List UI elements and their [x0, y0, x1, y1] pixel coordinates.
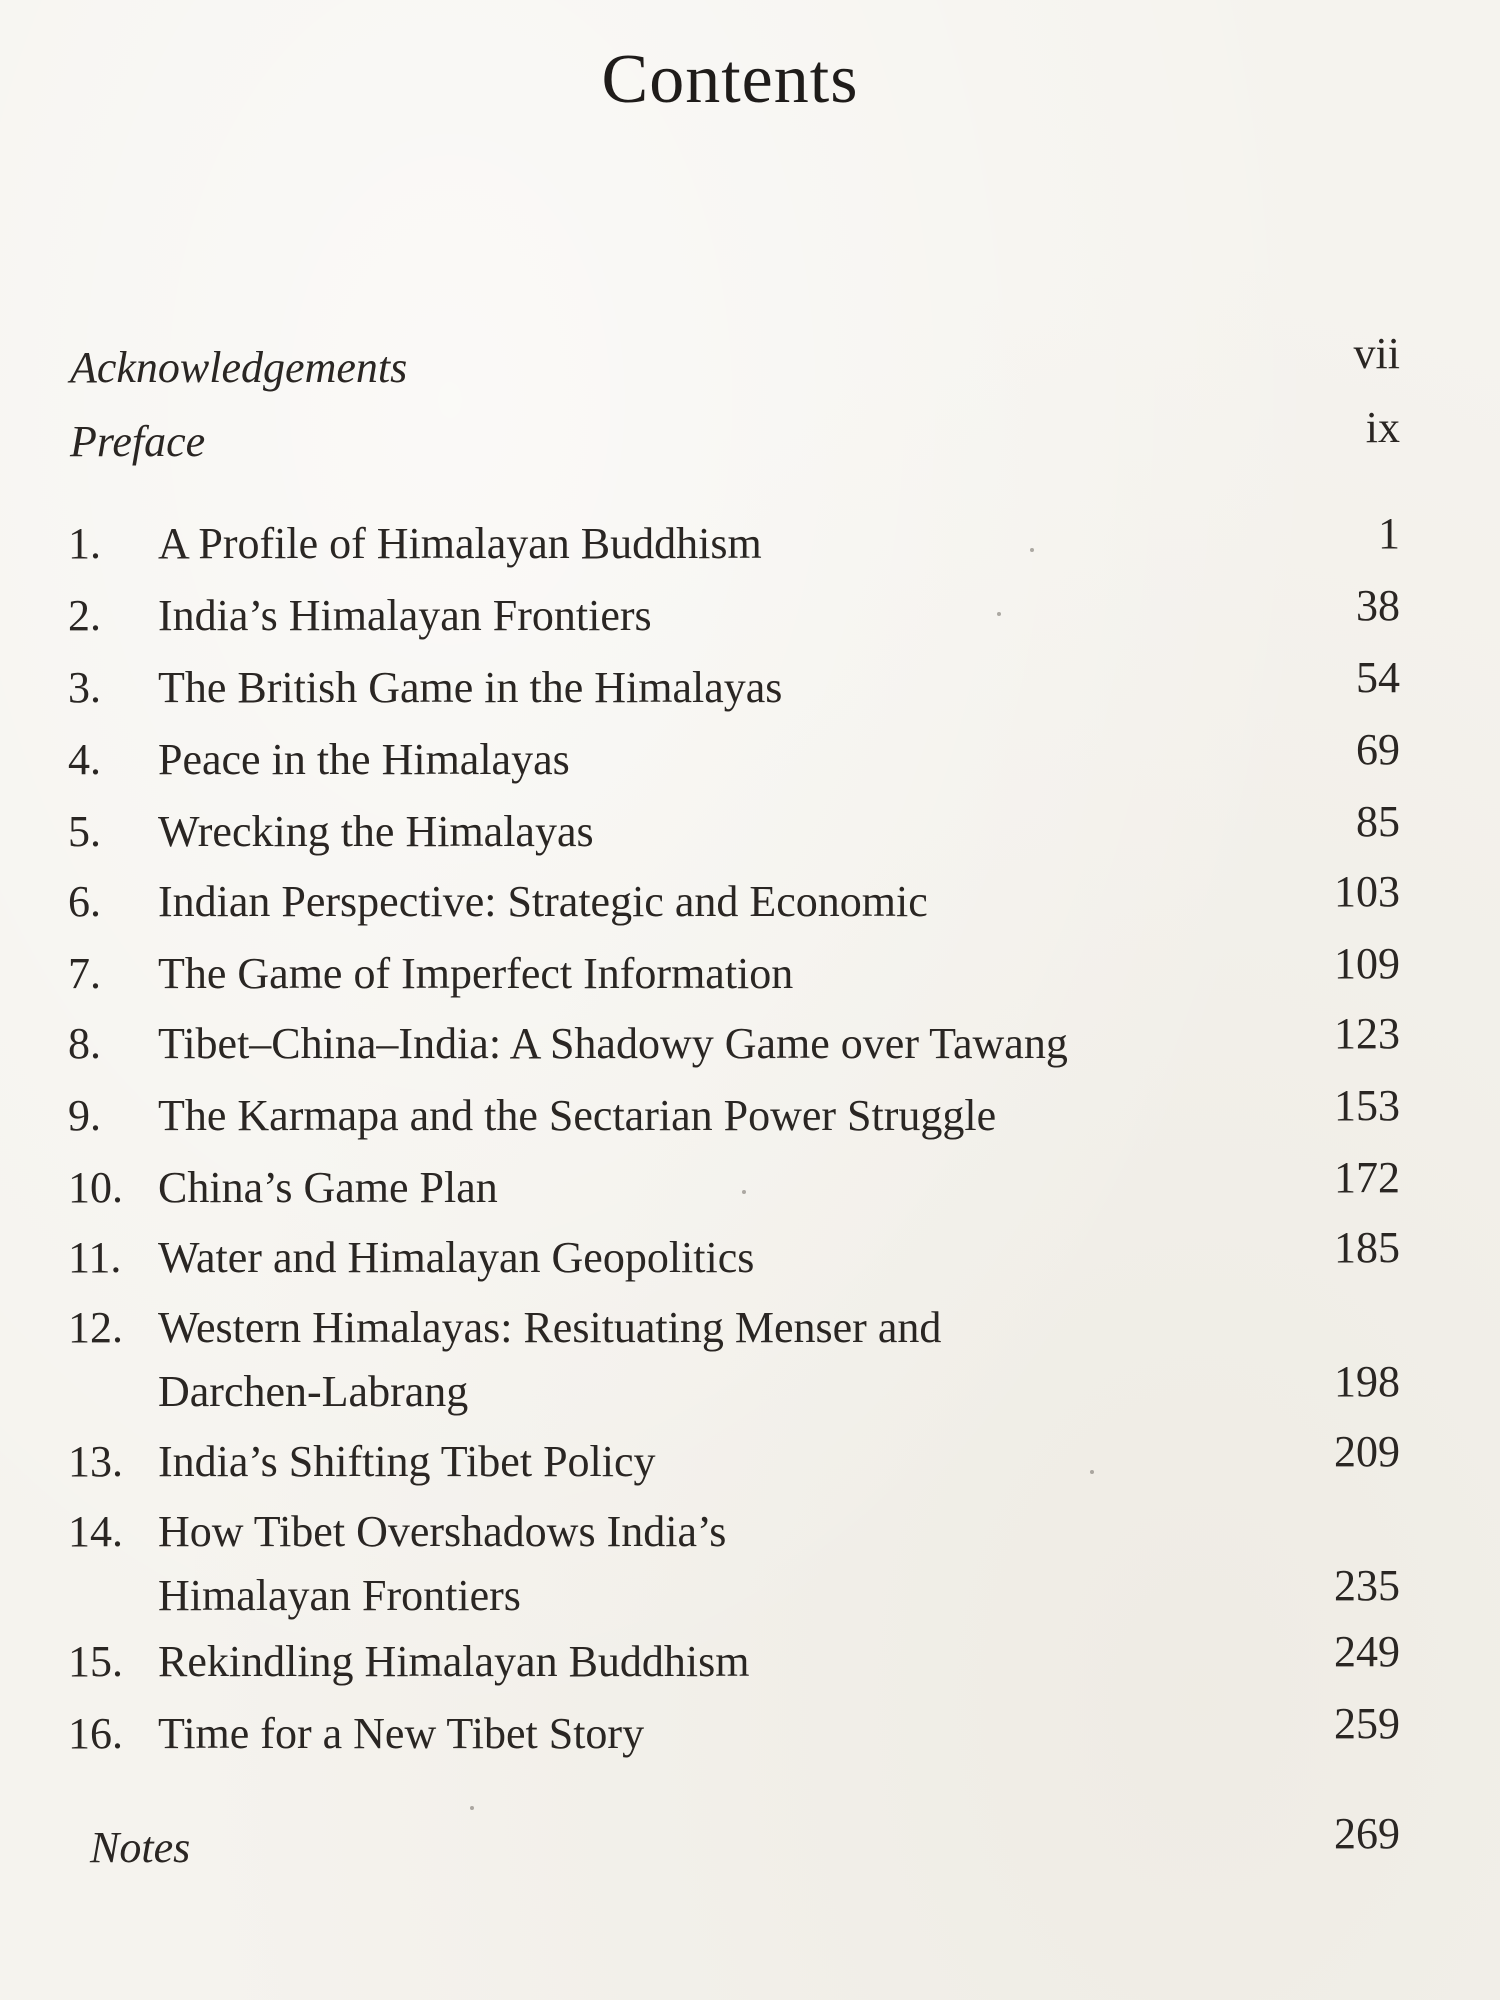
chapter-number: 16.	[68, 1709, 123, 1758]
entry-page-number: 269	[1334, 1809, 1400, 1858]
entry-title: China’s Game Plan	[158, 1163, 498, 1212]
page-title: Contents	[601, 41, 859, 118]
entry-page-number: 123	[1334, 1009, 1400, 1058]
entry-page-number: 69	[1356, 725, 1400, 774]
entry-page-number: 54	[1356, 653, 1400, 702]
entry-page-number: 235	[1334, 1561, 1400, 1610]
entry-page-number: 249	[1334, 1627, 1400, 1676]
entry-title: Notes	[90, 1823, 191, 1872]
entry-title: India’s Shifting Tibet Policy	[158, 1437, 656, 1486]
entry-title: The Game of Imperfect Information	[158, 949, 794, 998]
chapter-number: 8.	[68, 1019, 101, 1068]
print-speck	[470, 1806, 474, 1810]
entry-title: The Karmapa and the Sectarian Power Struggle	[158, 1091, 997, 1140]
entry-title: Time for a New Tibet Story	[158, 1709, 645, 1758]
entry-page-number: 259	[1334, 1699, 1400, 1748]
entry-title: Acknowledgements	[70, 343, 408, 392]
print-speck	[1030, 548, 1034, 552]
entry-page-number: vii	[1353, 329, 1400, 378]
entry-page-number: 85	[1356, 797, 1400, 846]
entry-title: India’s Himalayan Frontiers	[158, 591, 652, 640]
chapter-number: 10.	[68, 1163, 123, 1212]
chapter-number: 6.	[68, 877, 101, 926]
entry-page-number: 109	[1334, 939, 1400, 988]
chapter-number: 15.	[68, 1637, 123, 1686]
entry-title: Peace in the Himalayas	[158, 735, 570, 784]
chapter-number: 5.	[68, 807, 101, 856]
chapter-number: 11.	[68, 1233, 122, 1282]
print-speck	[1090, 1470, 1094, 1474]
entry-page-number: 185	[1334, 1223, 1400, 1272]
entry-page-number: 38	[1356, 581, 1400, 630]
entry-page-number: 209	[1334, 1427, 1400, 1476]
entry-title: Indian Perspective: Strategic and Economic	[158, 877, 928, 926]
chapter-number: 3.	[68, 663, 101, 712]
entry-page-number: 172	[1334, 1153, 1400, 1202]
entry-page-number: ix	[1365, 403, 1400, 452]
print-speck	[997, 612, 1001, 616]
entry-title: Tibet–China–India: A Shadowy Game over Tawang	[158, 1019, 1068, 1068]
entry-title: A Profile of Himalayan Buddhism	[158, 519, 762, 568]
entry-page-number: 1	[1378, 509, 1400, 558]
chapter-number: 14.	[68, 1507, 123, 1556]
entry-page-number: 198	[1334, 1357, 1400, 1406]
chapter-number: 12.	[68, 1303, 123, 1352]
entry-title: Wrecking the Himalayas	[158, 807, 594, 856]
chapter-number: 2.	[68, 591, 101, 640]
chapter-number: 7.	[68, 949, 101, 998]
entry-title: Western Himalayas: Resituating Menser and Darchen-Labrang	[158, 1303, 942, 1416]
entry-title: How Tibet Overshadows India’s Himalayan Frontiers	[158, 1507, 727, 1620]
entry-title: The British Game in the Himalayas	[158, 663, 783, 712]
chapter-number: 9.	[68, 1091, 101, 1140]
entry-page-number: 153	[1334, 1081, 1400, 1130]
entry-page-number: 103	[1334, 867, 1400, 916]
entry-title: Rekindling Himalayan Buddhism	[158, 1637, 750, 1686]
entry-title: Water and Himalayan Geopolitics	[158, 1233, 755, 1282]
print-speck	[742, 1190, 746, 1194]
chapter-number: 13.	[68, 1437, 123, 1486]
entry-title: Preface	[70, 417, 206, 466]
chapter-number: 4.	[68, 735, 101, 784]
chapter-number: 1.	[68, 519, 101, 568]
